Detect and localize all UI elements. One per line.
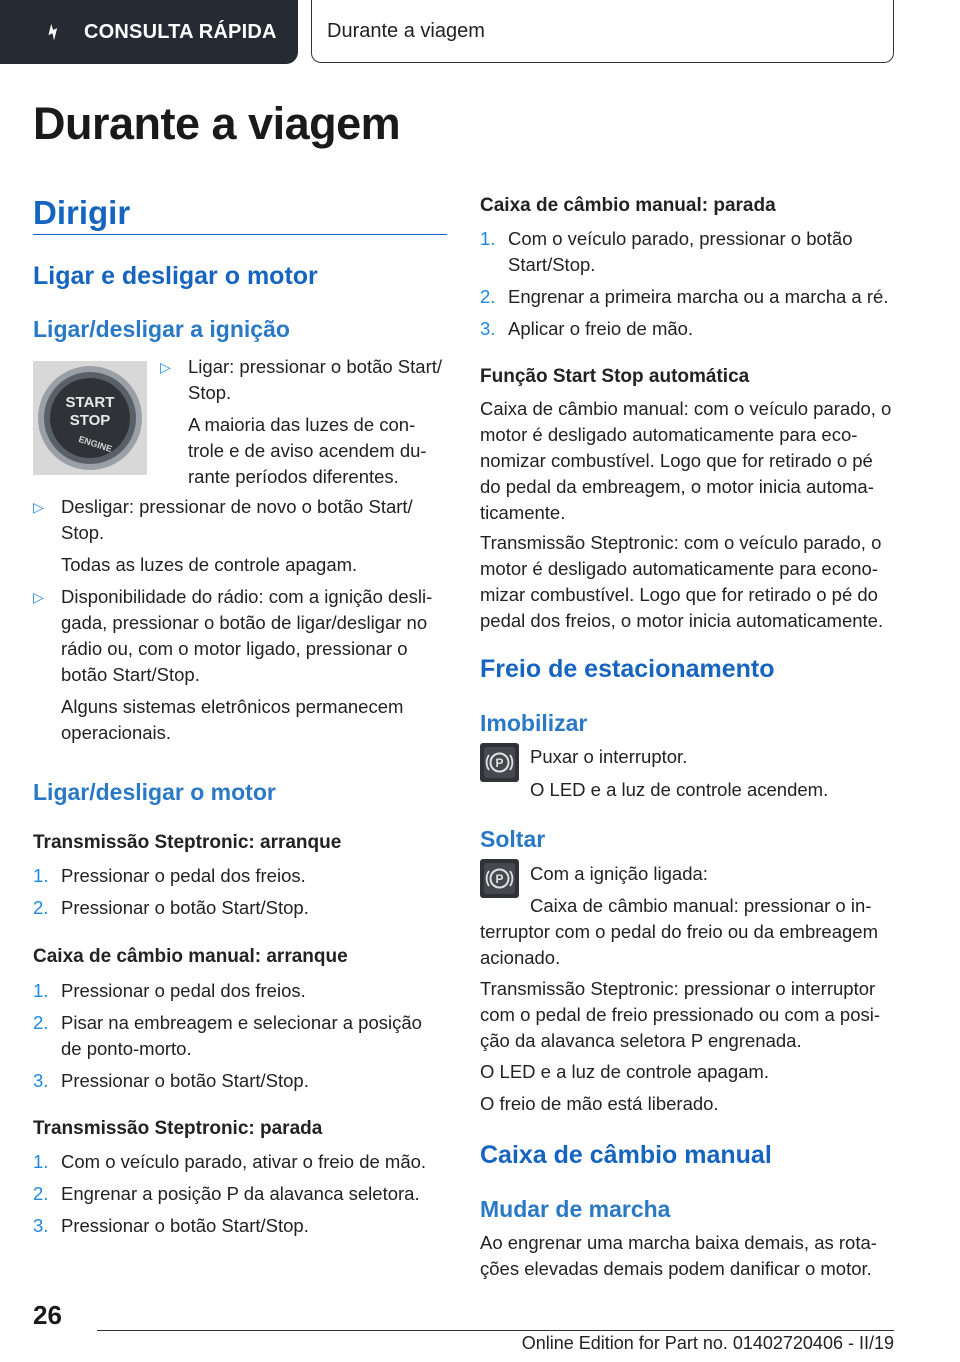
start-label: START [65,394,115,411]
page-title: Durante a viagem [33,98,401,149]
bullet-triangle-icon: ▷ [33,499,44,515]
footer-edition: Online Edition for Part no. 01402720406 - II/19 [521,1333,894,1353]
list-item: 2. Engrenar a posição P da alavanca seletora. [33,1183,420,1204]
imobilizar-step-2: O LED e a luz de controle acendem. [530,779,829,800]
soltar-manual-text: Caixa de câmbio manual: pressionar o in- terruptor com o pedal do freio ou da embreagem acionado. [480,895,878,968]
svg-text:P: P [495,756,504,770]
heading-mudar-marcha: Mudar de marcha [480,1196,671,1222]
ignition-item-3-note: Alguns sistemas eletrônicos permanecem operacionais. [61,696,404,743]
soltar-led-text: O LED e a luz de controle apagam. [480,1061,769,1082]
list-item: 1. Com o veículo parado, pressionar o botão Start/Stop. [480,228,853,275]
soltar-steptronic-text: Transmissão Steptronic: pressionar o interruptor com o pedal de freio pressionado ou com a posi- ção da alavanca seletora P engrenada. [480,978,881,1051]
heading-imobilizar: Imobilizar [480,710,588,736]
start-stop-button-image [33,361,147,475]
bullet-triangle-icon: ▷ [33,589,44,605]
soltar-released-text: O freio de mão está liberado. [480,1093,719,1114]
manual-start-title: Caixa de câmbio manual: arranque [33,946,348,967]
list-item: 1. Pressionar o pedal dos freios. [33,980,306,1001]
heading-ignicao: Ligar/desligar a ignição [33,316,290,342]
manual-stop-list [480,226,894,342]
heading-ligar-desligar-motor: Ligar e desligar o motor [33,262,318,290]
mudar-marcha-text: Ao engrenar uma marcha baixa demais, as rota- ções elevadas demais podem danificar o motor. [480,1232,877,1279]
list-item: 3. Pressionar o botão Start/Stop. [33,1070,309,1091]
auto-start-stop-steptronic-text: Transmissão Steptronic: com o veículo parado, o motor é desligado automaticamente para econo- mizar combustível. Logo que for retirado o pé do pedal dos freios, o motor inicia automaticamente. [480,532,884,631]
heading-ligar-desligar-o-motor: Ligar/desligar o motor [33,779,276,805]
parking-brake-icon [480,743,519,782]
steptronic-stop-title: Transmissão Steptronic: parada [33,1118,323,1139]
start-stop-engine-icon [33,361,147,475]
manual-stop-title: Caixa de câmbio manual: parada [480,195,776,216]
lightning-icon [44,23,62,41]
heading-caixa-cambio-manual: Caixa de câmbio manual [480,1141,772,1169]
list-item: 3. Aplicar o freio de mão. [480,318,694,339]
section-divider [33,234,447,235]
list-item: 2. Pisar na embreagem e selecionar a posição de ponto-morto. [33,1012,422,1059]
engine-label: ENGINE [77,433,114,455]
stop-label: STOP [69,412,111,429]
heading-dirigir: Dirigir [33,194,131,231]
ignition-item-2-note: Todas as luzes de controle apagam. [61,554,358,575]
ignition-item-1: ▷ Ligar: pressionar o botão Start/ Stop. A maioria das luzes de con- trole e de aviso acendem du- rante períodos diferentes. [160,354,450,490]
quick-reference-label: CONSULTA RÁPIDA [84,20,277,43]
auto-start-stop-manual-text: Caixa de câmbio manual: com o veículo parado, o motor é desligado automaticamente para eco- nomizar combustível. Logo que for retirado o pé do pedal da embreagem, o motor inicia automa- ticamente. [480,398,892,523]
list-item: 3. Pressionar o botão Start/Stop. [33,1215,309,1236]
steptronic-stop-list [33,1149,447,1239]
ignition-item-1-note: A maioria das luzes de con- trole e de aviso acendem du- rante períodos diferentes. [188,414,427,487]
section-breadcrumb-label: Durante a viagem [327,19,485,42]
list-item: 1. Pressionar o pedal dos freios. [33,865,306,886]
quick-reference-tab[interactable] [0,0,298,64]
svg-text:P: P [495,872,504,886]
page-number: 26 [33,1300,62,1330]
heading-freio-estacionamento: Freio de estacionamento [480,655,775,683]
manual-start-list [33,978,447,1094]
parking-brake-switch-image [480,743,519,782]
auto-start-stop-title: Função Start Stop automática [480,366,750,387]
list-item: 1. Com o veículo parado, ativar o freio de mão. [33,1151,427,1172]
imobilizar-step-1: Puxar o interruptor. [530,746,688,767]
bullet-triangle-icon: ▷ [160,359,171,375]
soltar-step-1: Com a ignição ligada: [530,863,708,884]
steptronic-start-list [33,863,447,921]
list-item: 2. Pressionar o botão Start/Stop. [33,897,309,918]
footer-divider [97,1330,894,1331]
ignition-item-2: ▷ Desligar: pressionar de novo o botão Start/ Stop. Todas as luzes de controle apagam. [33,494,447,578]
section-breadcrumb[interactable] [311,0,894,63]
ignition-item-3: ▷ Disponibilidade do rádio: com a ignição desli- gada, pressionar o botão de ligar/desligar no rádio ou, com o motor ligado, pressionar o botão Start/Stop. Alguns sistemas eletrônicos permanecem operacionais. [33,584,447,746]
steptronic-start-title: Transmissão Steptronic: arranque [33,832,342,853]
heading-soltar: Soltar [480,826,546,852]
list-item: 2. Engrenar a primeira marcha ou a marcha a ré. [480,286,889,307]
